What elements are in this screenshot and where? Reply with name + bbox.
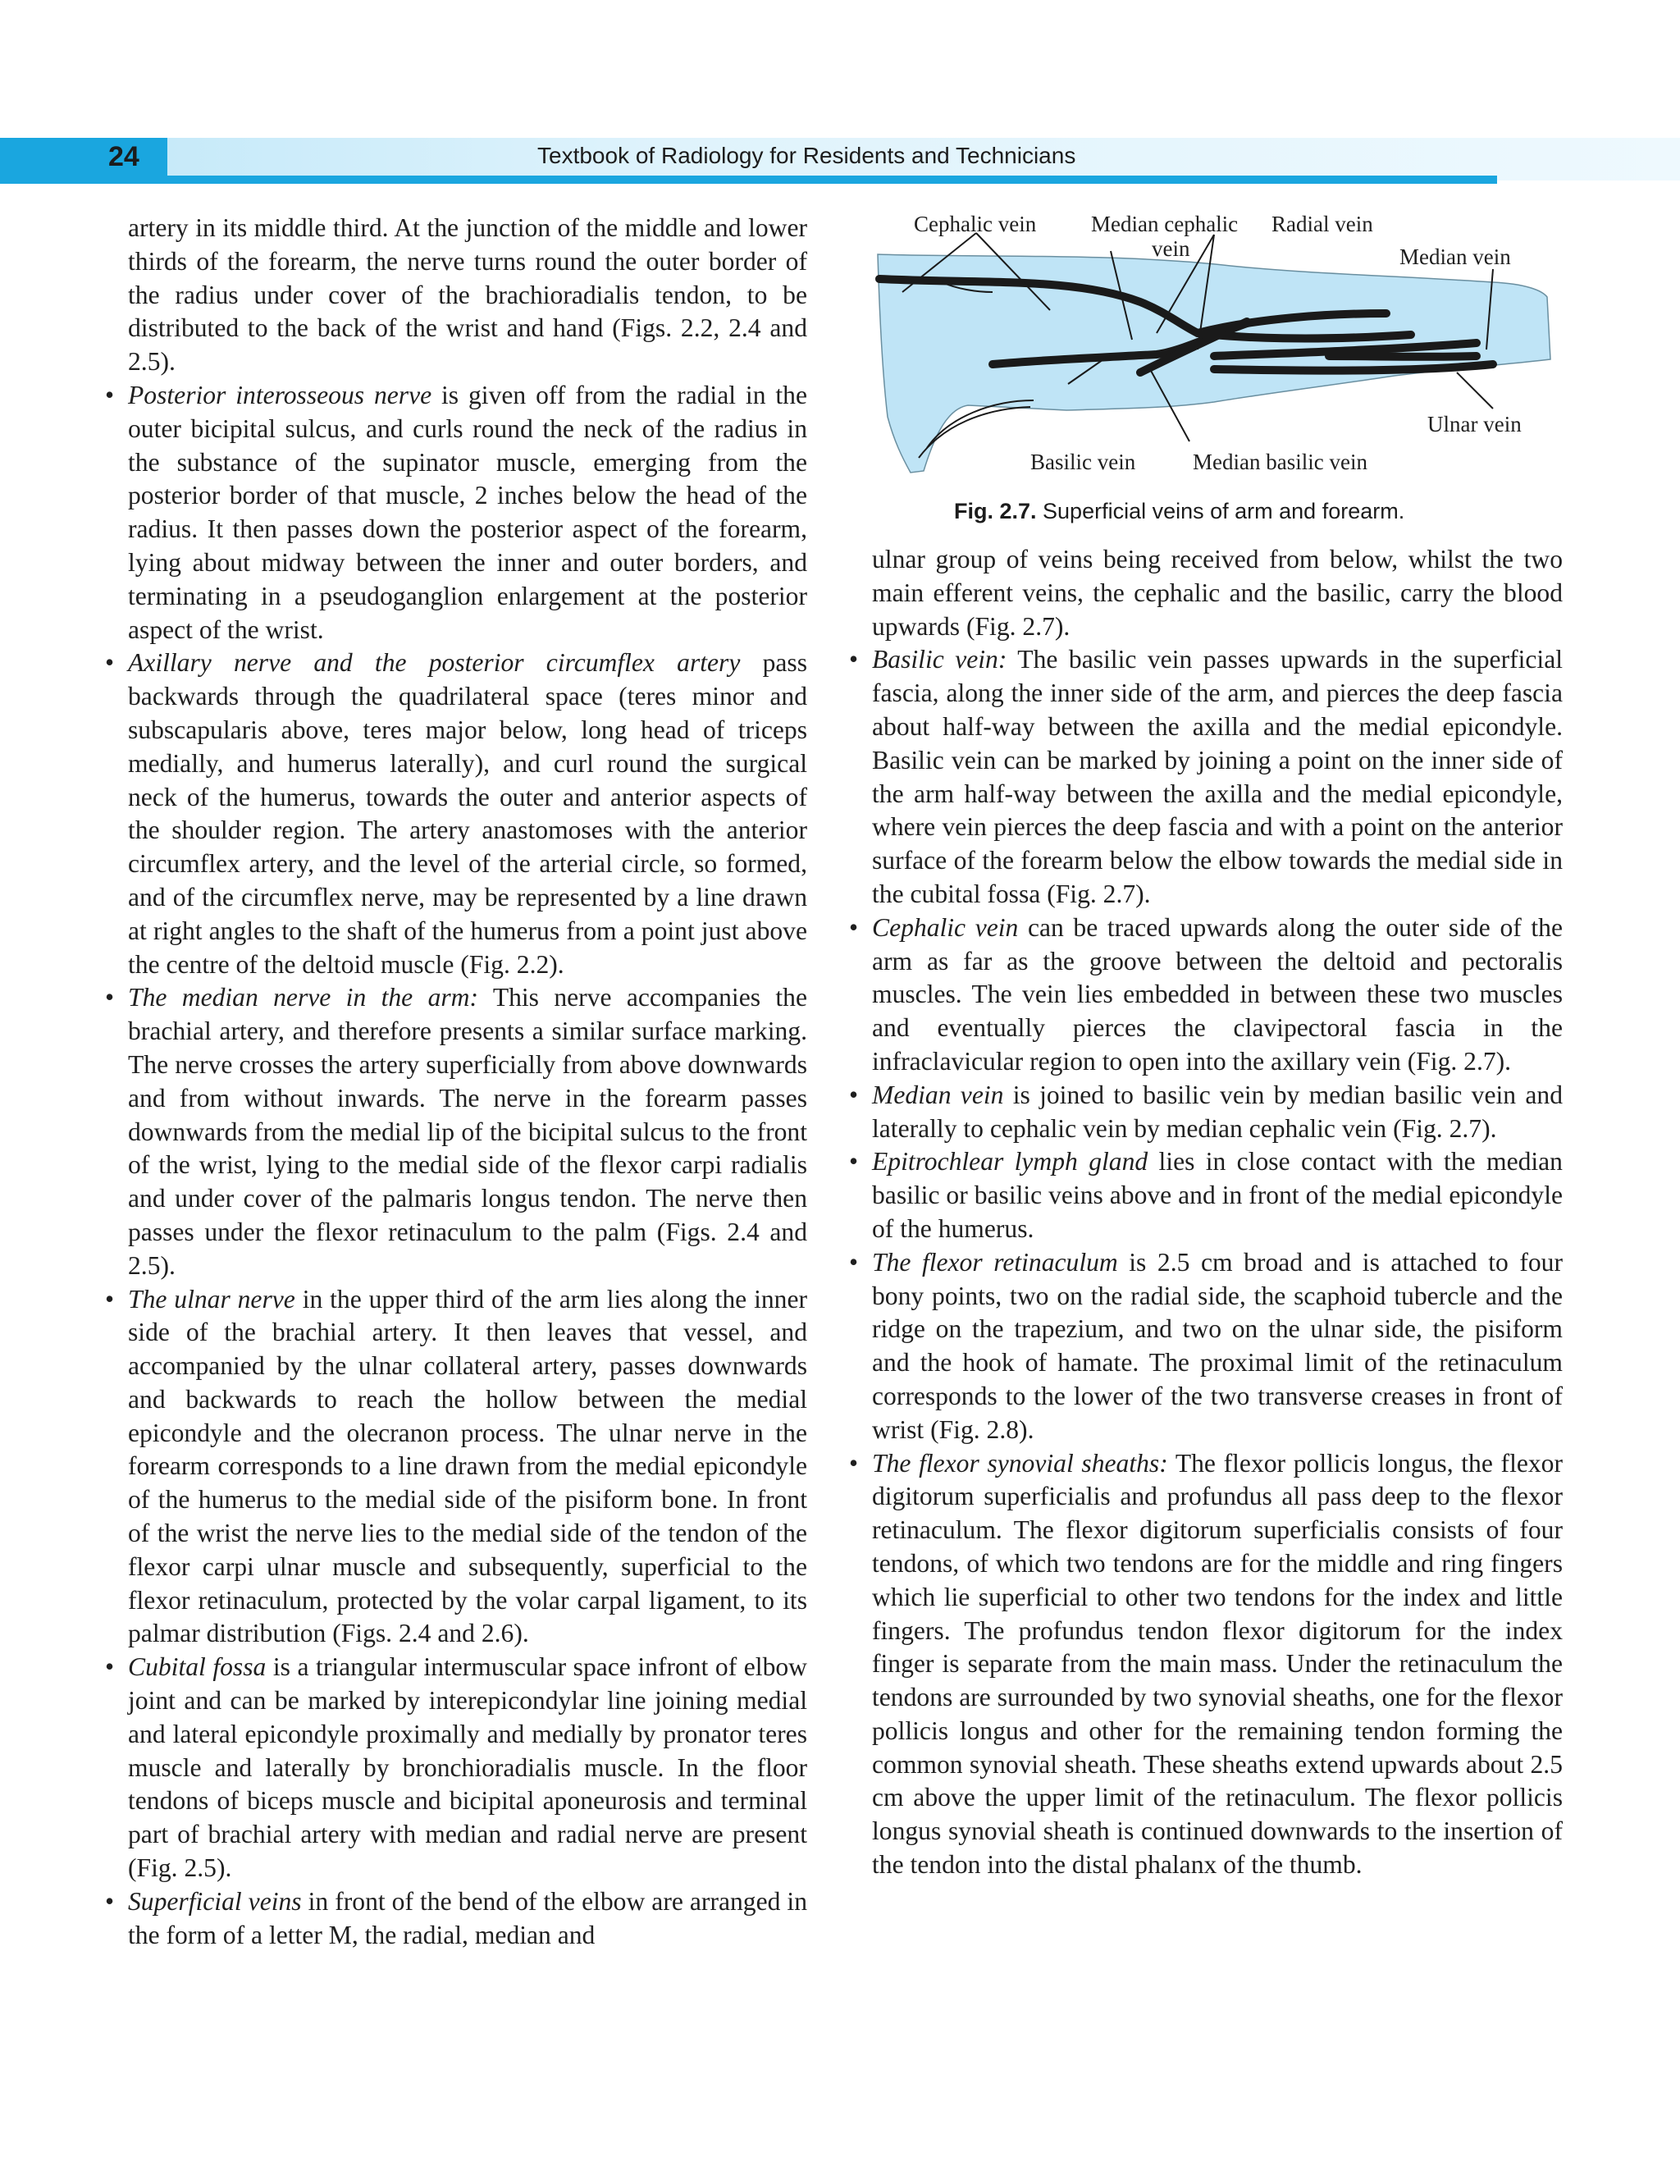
label-ulnar-vein: Ulnar vein: [1427, 412, 1522, 436]
bullet-item: [849, 643, 1563, 911]
caption-text: Superficial veins of arm and forearm.: [1036, 499, 1405, 523]
header-rule: [0, 176, 1497, 184]
bullet-item: [105, 647, 807, 981]
figure-2-7: [870, 212, 1559, 540]
bullet-term: The flexor retinaculum: [872, 1247, 1118, 1277]
right-column: [849, 543, 1563, 1882]
arm-outline: [878, 254, 1550, 473]
bullet-item: [849, 912, 1563, 1079]
bullet-text: in front of the bend of the elbow are arranged in the form of a letter M, the radial, median and: [128, 1886, 808, 1949]
bullet-item: [849, 1145, 1563, 1245]
label-cephalic-vein: Cephalic vein: [914, 212, 1037, 236]
bullet-term: Cephalic vein: [872, 912, 1019, 942]
bullet-term: Basilic vein:: [872, 645, 1007, 674]
left-column: [105, 212, 807, 1952]
bullet-item: [849, 1246, 1563, 1447]
bullet-dot: •: [849, 912, 859, 942]
paragraph-text: artery in its middle third. At the junction of the middle and lower thirds of the forearm, the nerve turns round the outer border of the radius under cover of the brachioradialis tendon, to be distributed to the back of the wrist and hand (Figs. 2.2, 2.4 and 2.5).: [128, 213, 807, 377]
caption-number: Fig. 2.7.: [954, 499, 1037, 523]
deep-branch-path: [1329, 356, 1477, 357]
bullet-term: The median nerve in the arm:: [128, 983, 479, 1012]
bullet-item: [105, 1885, 807, 1953]
bullet-term: Epitrochlear lymph gland: [872, 1147, 1148, 1177]
label-median-cephalic-vein: Median cephalic: [1091, 212, 1239, 236]
bullet-dot: •: [105, 1886, 115, 1916]
bullet-term: Cubital fossa: [128, 1652, 267, 1682]
label-median-cephalic-vein-line2: vein: [1152, 236, 1190, 261]
bullet-dot: •: [105, 380, 115, 409]
bullet-text: lies in close contact with the median basilic or basilic veins above and in front of the medial epicondyle of the humerus.: [872, 1147, 1563, 1243]
bullet-text: is given off from the radial in the outer bicipital sulcus, and curls round the neck of the radius in the substance of the supinator muscle, emerging from the posterior border of that muscle, 2 inches below the head of the radius. It then passes down the posterior aspect of the forearm, lying about midway between the inner and outer borders, and terminating in a pseudoganglion enlargement at the posterior aspect of the wrist.: [128, 380, 807, 644]
bullet-dot: •: [105, 1652, 115, 1682]
bullet-dot: •: [105, 1284, 115, 1314]
bullet-text: in the upper third of the arm lies along the inner side of the brachial artery. It then leaves that vessel, and accompanied by the ulnar collateral artery, passes downwards and backwards to reach the hollow between the medial epicondyle and the olecranon process. The ulnar nerve in the forearm corresponds to a line drawn from the medial epicondyle of the humerus to the medial side of the pisiform bone. In front of the wrist the nerve lies to the medial side of the tendon of the flexor carpi ulnar muscle and subsequently, superficial to the flexor retinaculum, protected by the volar carpal ligament, to its palmar distribution (Figs. 2.4 and 2.6).: [128, 1284, 807, 1648]
bullet-item: [105, 1651, 807, 1885]
bullet-term: Superficial veins: [128, 1886, 302, 1916]
page-number-box: [0, 138, 167, 180]
bullet-text: pass backwards through the quadrilateral space (teres minor and subscapularis above, teres major below, long head of triceps medially, and humerus laterally), and curl round the surgical neck of the humerus, towards the outer and anterior aspects of the shoulder region. The artery anastomoses with the anterior circumflex artery, and the level of the arterial circle, so formed, and of the circumflex nerve, may be represented by a line drawn at right angles to the shaft of the humerus from a point just above the centre of the deltoid muscle (Fig. 2.2).: [128, 648, 807, 979]
bullet-term: The ulnar nerve: [128, 1284, 295, 1314]
bullet-text: The flexor pollicis longus, the flexor digitorum superficialis and profundus all pass deep to the flexor retinaculum. The flexor digitorum superficialis consists of four tendons, of which two tendons are for the middle and ring fingers which lie superficial to other two tendons for the index and little fingers. The profundus tendon flexor digitorum for the index finger is separate from the main mass. Under the retinaculum the tendons are surrounded by two synovial sheaths, one for the flexor pollicis longus and other for the remaining tendon forming the common synovial sheath. These sheaths extend upwards about 2.5 cm above the upper limit of the retinaculum. The flexor pollicis longus synovial sheath is continued downwards to the insertion of the tendon into the distal phalanx of the thumb.: [872, 1448, 1563, 1880]
bullet-dot: •: [849, 1080, 859, 1109]
paragraph-continued: [849, 543, 1563, 643]
bullet-dot: •: [849, 1147, 859, 1177]
bullet-text: The basilic vein passes upwards in the superficial fascia, along the inner side of the arm, and pierces the deep fascia about half-way between the axilla and the medial epicondyle. Basilic vein can be marked by joining a point on the inner side of the arm half-way between the axilla and the medial epicondyle, where vein pierces the deep fascia and with a point on the anterior surface of the forearm below the elbow towards the medial side in the cubital fossa (Fig. 2.7).: [872, 645, 1563, 908]
paragraph-text: ulnar group of veins being received from below, whilst the two main efferent veins, the cephalic and the basilic, carry the blood upwards (Fig. 2.7).: [872, 545, 1563, 641]
bullet-text: is a triangular intermuscular space infront of elbow joint and can be marked by interepicondylar line joining medial and lateral epicondyle proximally and medially by pronator teres muscle and laterally by bronchioradialis muscle. In the floor tendons of biceps muscle and bicipital aponeurosis and terminal part of brachial artery with median and radial nerve are present (Fig. 2.5).: [128, 1652, 807, 1883]
bullet-dot: •: [849, 1448, 859, 1478]
paragraph-continued: [105, 212, 807, 379]
bullet-term: Posterior interosseous nerve: [128, 380, 432, 409]
bullet-term: Axillary nerve and the posterior circumflex artery: [128, 648, 741, 678]
label-median-basilic-vein: Median basilic vein: [1193, 450, 1367, 474]
bullet-text: is joined to basilic vein by median basilic vein and laterally to cephalic vein by median cephalic vein (Fig. 2.7).: [872, 1080, 1563, 1143]
bullet-dot: •: [105, 983, 115, 1012]
bullet-text: is 2.5 cm broad and is attached to four bony points, two on the radial side, the scaphoid tubercle and the ridge on the trapezium, and two on the ulnar side, the pisiform and the hook of hamate. The proximal limit of the retinaculum corresponds to the lower of the two transverse creases in front of wrist (Fig. 2.8).: [872, 1247, 1563, 1444]
bullet-item: [849, 1079, 1563, 1146]
bullet-item: [105, 981, 807, 1282]
bullet-term: Median vein: [872, 1080, 1004, 1109]
label-basilic-vein: Basilic vein: [1030, 450, 1136, 474]
bullet-dot: •: [849, 1247, 859, 1277]
bullet-term: The flexor synovial sheaths:: [872, 1448, 1168, 1478]
page-number: 24: [108, 141, 139, 172]
label-median-vein: Median vein: [1399, 244, 1511, 269]
label-radial-vein: Radial vein: [1271, 212, 1373, 236]
bullet-text: This nerve accompanies the brachial artery, and therefore presents a similar surface marking. The nerve crosses the artery superficially from above downwards and from without inwards. The nerve in the forearm passes downwards from the medial lip of the bicipital sulcus to the front of the wrist, lying to the medial side of the flexor carpi radialis and under cover of the palmaris longus tendon. The nerve then passes under the flexor retinaculum to the palm (Figs. 2.4 and 2.5).: [128, 983, 807, 1280]
bullet-item: [105, 1283, 807, 1652]
bullet-item: [105, 379, 807, 647]
running-title: Textbook of Radiology for Residents and Technicians: [537, 143, 1076, 168]
bullet-item: [849, 1447, 1563, 1882]
bullet-dot: •: [105, 648, 115, 678]
bullet-dot: •: [849, 645, 859, 674]
bullet-text: can be traced upwards along the outer side of the arm as far as the groove between the deltoid and pectoralis muscles. The vein lies embedded in between these two muscles and eventually pierces the clavipectoral fascia in the infraclavicular region to open into the axillary vein (Fig. 2.7).: [872, 912, 1563, 1076]
page-header: [0, 138, 1680, 187]
figure-caption: [954, 499, 1404, 524]
